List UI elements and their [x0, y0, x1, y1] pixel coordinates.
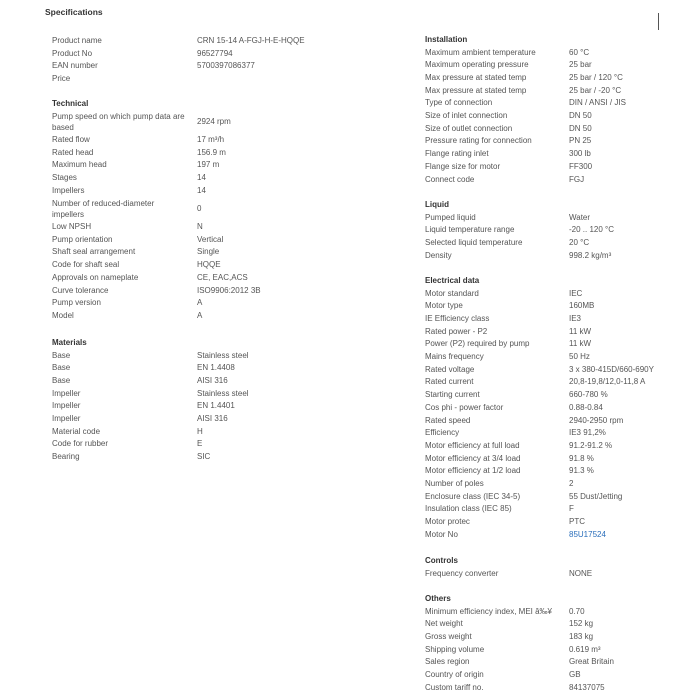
spec-label: Maximum head: [52, 160, 107, 170]
spec-value: 2924 rpm: [197, 116, 231, 126]
spec-value: 152 kg: [569, 619, 594, 629]
spec-label: Curve tolerance: [52, 285, 109, 295]
spec-value: 0: [197, 203, 202, 213]
spec-value: DN 50: [569, 111, 592, 120]
spec-value: -20 .. 120 °C: [569, 225, 614, 235]
spec-label: Model: [52, 310, 74, 320]
spec-label: Motor No: [425, 529, 458, 539]
spec-label: Impeller: [52, 401, 81, 411]
spec-label: Base: [52, 350, 71, 360]
spec-label: Rated speed: [425, 415, 471, 425]
spec-label: Impeller: [52, 388, 81, 398]
spec-value: F: [569, 504, 574, 514]
spec-label: Pump version: [52, 298, 101, 308]
spec-label: Frequency converter: [425, 568, 499, 578]
spec-value: E: [197, 439, 203, 449]
spec-value: 91.8 %: [569, 453, 594, 463]
spec-value: CRN 15-14 A-FGJ-H-E-HQQE: [197, 36, 305, 45]
spec-label: Net weight: [425, 619, 463, 629]
section-title-controls: Controls: [425, 556, 458, 565]
spec-value: 160MB: [569, 301, 595, 311]
spec-value: Single: [197, 247, 220, 257]
spec-label: Approvals on nameplate: [52, 272, 139, 282]
spec-label: Max pressure at stated temp: [425, 72, 527, 82]
spec-label: Insulation class (IEC 85): [425, 504, 512, 514]
spec-value: DN 50: [569, 123, 592, 133]
spec-value: 5700397086377: [197, 61, 255, 71]
spec-value: 0.619 m³: [569, 644, 601, 654]
spec-label: Motor efficiency at 1/2 load: [425, 466, 521, 476]
spec-value: SIC: [197, 452, 211, 462]
spec-label: Impeller: [52, 414, 81, 423]
spec-value: 3 x 380-415D/660-690Y: [569, 364, 654, 374]
spec-value: A: [197, 298, 203, 308]
spec-value: 96527794: [197, 48, 233, 58]
spec-label: Motor efficiency at full load: [425, 440, 520, 450]
spec-value: 14: [197, 173, 206, 183]
spec-value: H: [197, 426, 203, 436]
section-title-liquid: Liquid: [425, 200, 449, 209]
spec-label: Number of reduced-diameter: [52, 198, 155, 208]
spec-label: Minimum efficiency index, MEI â‰¥: [425, 606, 553, 616]
spec-label: Number of poles: [425, 479, 484, 488]
spec-label: Shaft seal arrangement: [52, 247, 136, 257]
spec-value: 91.3 %: [569, 466, 594, 476]
spec-label: Low NPSH: [52, 222, 92, 231]
spec-value: Stainless steel: [197, 350, 249, 360]
spec-value: NONE: [569, 568, 593, 578]
spec-label: Power (P2) required by pump: [425, 339, 530, 349]
spec-value: PN 25: [569, 136, 592, 146]
spec-label: Motor type: [425, 301, 463, 311]
spec-value: 17 m³/h: [197, 135, 225, 144]
spec-label: Starting current: [425, 390, 480, 400]
spec-label: Pumped liquid: [425, 212, 476, 222]
spec-value: A: [197, 310, 203, 320]
spec-value: 2940-2950 rpm: [569, 415, 624, 425]
spec-value: 11 kW: [569, 326, 592, 336]
spec-label: Rated current: [425, 377, 474, 387]
spec-label: Code for rubber: [52, 439, 109, 449]
spec-value: FF300: [569, 161, 593, 171]
spec-label-continued: impellers: [52, 209, 85, 219]
spec-value: EN 1.4401: [197, 401, 235, 411]
spec-value: IE3: [569, 313, 582, 323]
spec-value: Water: [569, 212, 591, 222]
spec-label: Motor protec: [425, 517, 470, 527]
spec-label: Rated power - P2: [425, 326, 488, 336]
spec-label: Maximum ambient temperature: [425, 47, 536, 57]
spec-label: Rated flow: [52, 135, 90, 144]
spec-label: Rated head: [52, 147, 94, 157]
spec-label: Pump speed on which pump data are: [52, 111, 185, 121]
spec-value: 50 Hz: [569, 352, 590, 361]
spec-value: N: [197, 222, 203, 231]
spec-value-link[interactable]: 85U17524: [569, 529, 606, 539]
section-title-installation: Installation: [425, 35, 468, 44]
spec-label: Pump orientation: [52, 234, 113, 244]
spec-value: AISI 316: [197, 375, 228, 385]
spec-value: 2: [569, 479, 574, 488]
spec-label: Country of origin: [425, 670, 484, 679]
spec-label: Type of connection: [425, 98, 493, 108]
spec-value: FGJ: [569, 174, 585, 184]
spec-label: Base: [52, 363, 71, 373]
spec-value: 197 m: [197, 160, 220, 170]
spec-label: Material code: [52, 426, 101, 436]
spec-value: 183 kg: [569, 631, 594, 641]
spec-value: 156.9 m: [197, 147, 226, 157]
spec-label: Flange rating inlet: [425, 149, 489, 159]
spec-value: 660-780 %: [569, 390, 608, 400]
spec-label: Max pressure at stated temp: [425, 85, 527, 95]
spec-value: 84137075: [569, 682, 605, 692]
spec-label: Size of inlet connection: [425, 111, 508, 120]
spec-label-continued: based: [52, 122, 74, 132]
spec-value: Stainless steel: [197, 388, 249, 398]
section-title-electrical: Electrical data: [425, 276, 480, 285]
spec-label: IE Efficiency class: [425, 313, 490, 323]
spec-label: Liquid temperature range: [425, 225, 515, 235]
page-title: Specifications: [45, 7, 103, 17]
spec-value: 998.2 kg/m³: [569, 250, 612, 260]
spec-value: 25 bar / 120 °C: [569, 72, 623, 82]
spec-value: 0.88-0.84: [569, 402, 603, 412]
spec-label: Price: [52, 74, 71, 84]
spec-value: 14: [197, 185, 206, 195]
spec-value: CE, EAC,ACS: [197, 272, 248, 282]
scrollbar-indicator[interactable]: [658, 13, 659, 30]
section-title-materials: Materials: [52, 338, 87, 347]
section-title-others: Others: [425, 594, 451, 603]
spec-label: Enclosure class (IEC 34-5): [425, 491, 521, 501]
spec-value: 20 °C: [569, 237, 590, 247]
spec-label: Selected liquid temperature: [425, 237, 523, 247]
spec-label: Motor efficiency at 3/4 load: [425, 453, 521, 463]
spec-label: Stages: [52, 173, 77, 183]
spec-label: Impellers: [52, 185, 85, 195]
spec-label: Gross weight: [425, 631, 472, 641]
spec-value: GB: [569, 670, 581, 679]
spec-value: 91.2-91.2 %: [569, 440, 613, 450]
spec-value: 20,8-19,8/12,0-11,8 A: [569, 377, 646, 387]
spec-label: EAN number: [52, 61, 98, 71]
spec-label: Product name: [52, 36, 102, 45]
spec-label: Pressure rating for connection: [425, 136, 532, 146]
spec-label: Shipping volume: [425, 644, 485, 654]
spec-value: 11 kW: [569, 339, 592, 349]
spec-label: Connect code: [425, 174, 475, 184]
spec-value: DIN / ANSI / JIS: [569, 98, 626, 108]
spec-value: PTC: [569, 517, 585, 527]
spec-value: 0.70: [569, 606, 585, 616]
spec-value: IEC: [569, 288, 583, 298]
spec-label: Code for shaft seal: [52, 260, 120, 270]
spec-label: Sales region: [425, 657, 470, 667]
spec-value: 60 °C: [569, 47, 590, 57]
spec-value: HQQE: [197, 260, 221, 270]
spec-value: EN 1.4408: [197, 363, 235, 373]
spec-value: Vertical: [197, 234, 224, 244]
spec-value: 25 bar: [569, 60, 592, 70]
spec-label: Mains frequency: [425, 352, 484, 361]
spec-value: ISO9906:2012 3B: [197, 285, 261, 295]
spec-value: IE3 91,2%: [569, 428, 606, 438]
section-title-technical: Technical: [52, 99, 89, 108]
spec-label: Cos phi - power factor: [425, 402, 504, 412]
spec-label: Bearing: [52, 452, 80, 462]
spec-value: AISI 316: [197, 414, 228, 423]
spec-label: Efficiency: [425, 428, 460, 438]
spec-label: Motor standard: [425, 288, 479, 298]
spec-value: 25 bar / -20 °C: [569, 85, 622, 95]
spec-label: Custom tariff no.: [425, 682, 484, 692]
spec-value: 55 Dust/Jetting: [569, 491, 623, 501]
spec-label: Maximum operating pressure: [425, 60, 529, 70]
spec-value: Great Britain: [569, 657, 614, 667]
spec-label: Density: [425, 250, 452, 260]
spec-label: Flange size for motor: [425, 161, 501, 171]
spec-label: Size of outlet connection: [425, 123, 513, 133]
spec-label: Rated voltage: [425, 364, 475, 374]
spec-value: 300 lb: [569, 149, 591, 159]
spec-label: Base: [52, 375, 71, 385]
spec-label: Product No: [52, 48, 93, 58]
